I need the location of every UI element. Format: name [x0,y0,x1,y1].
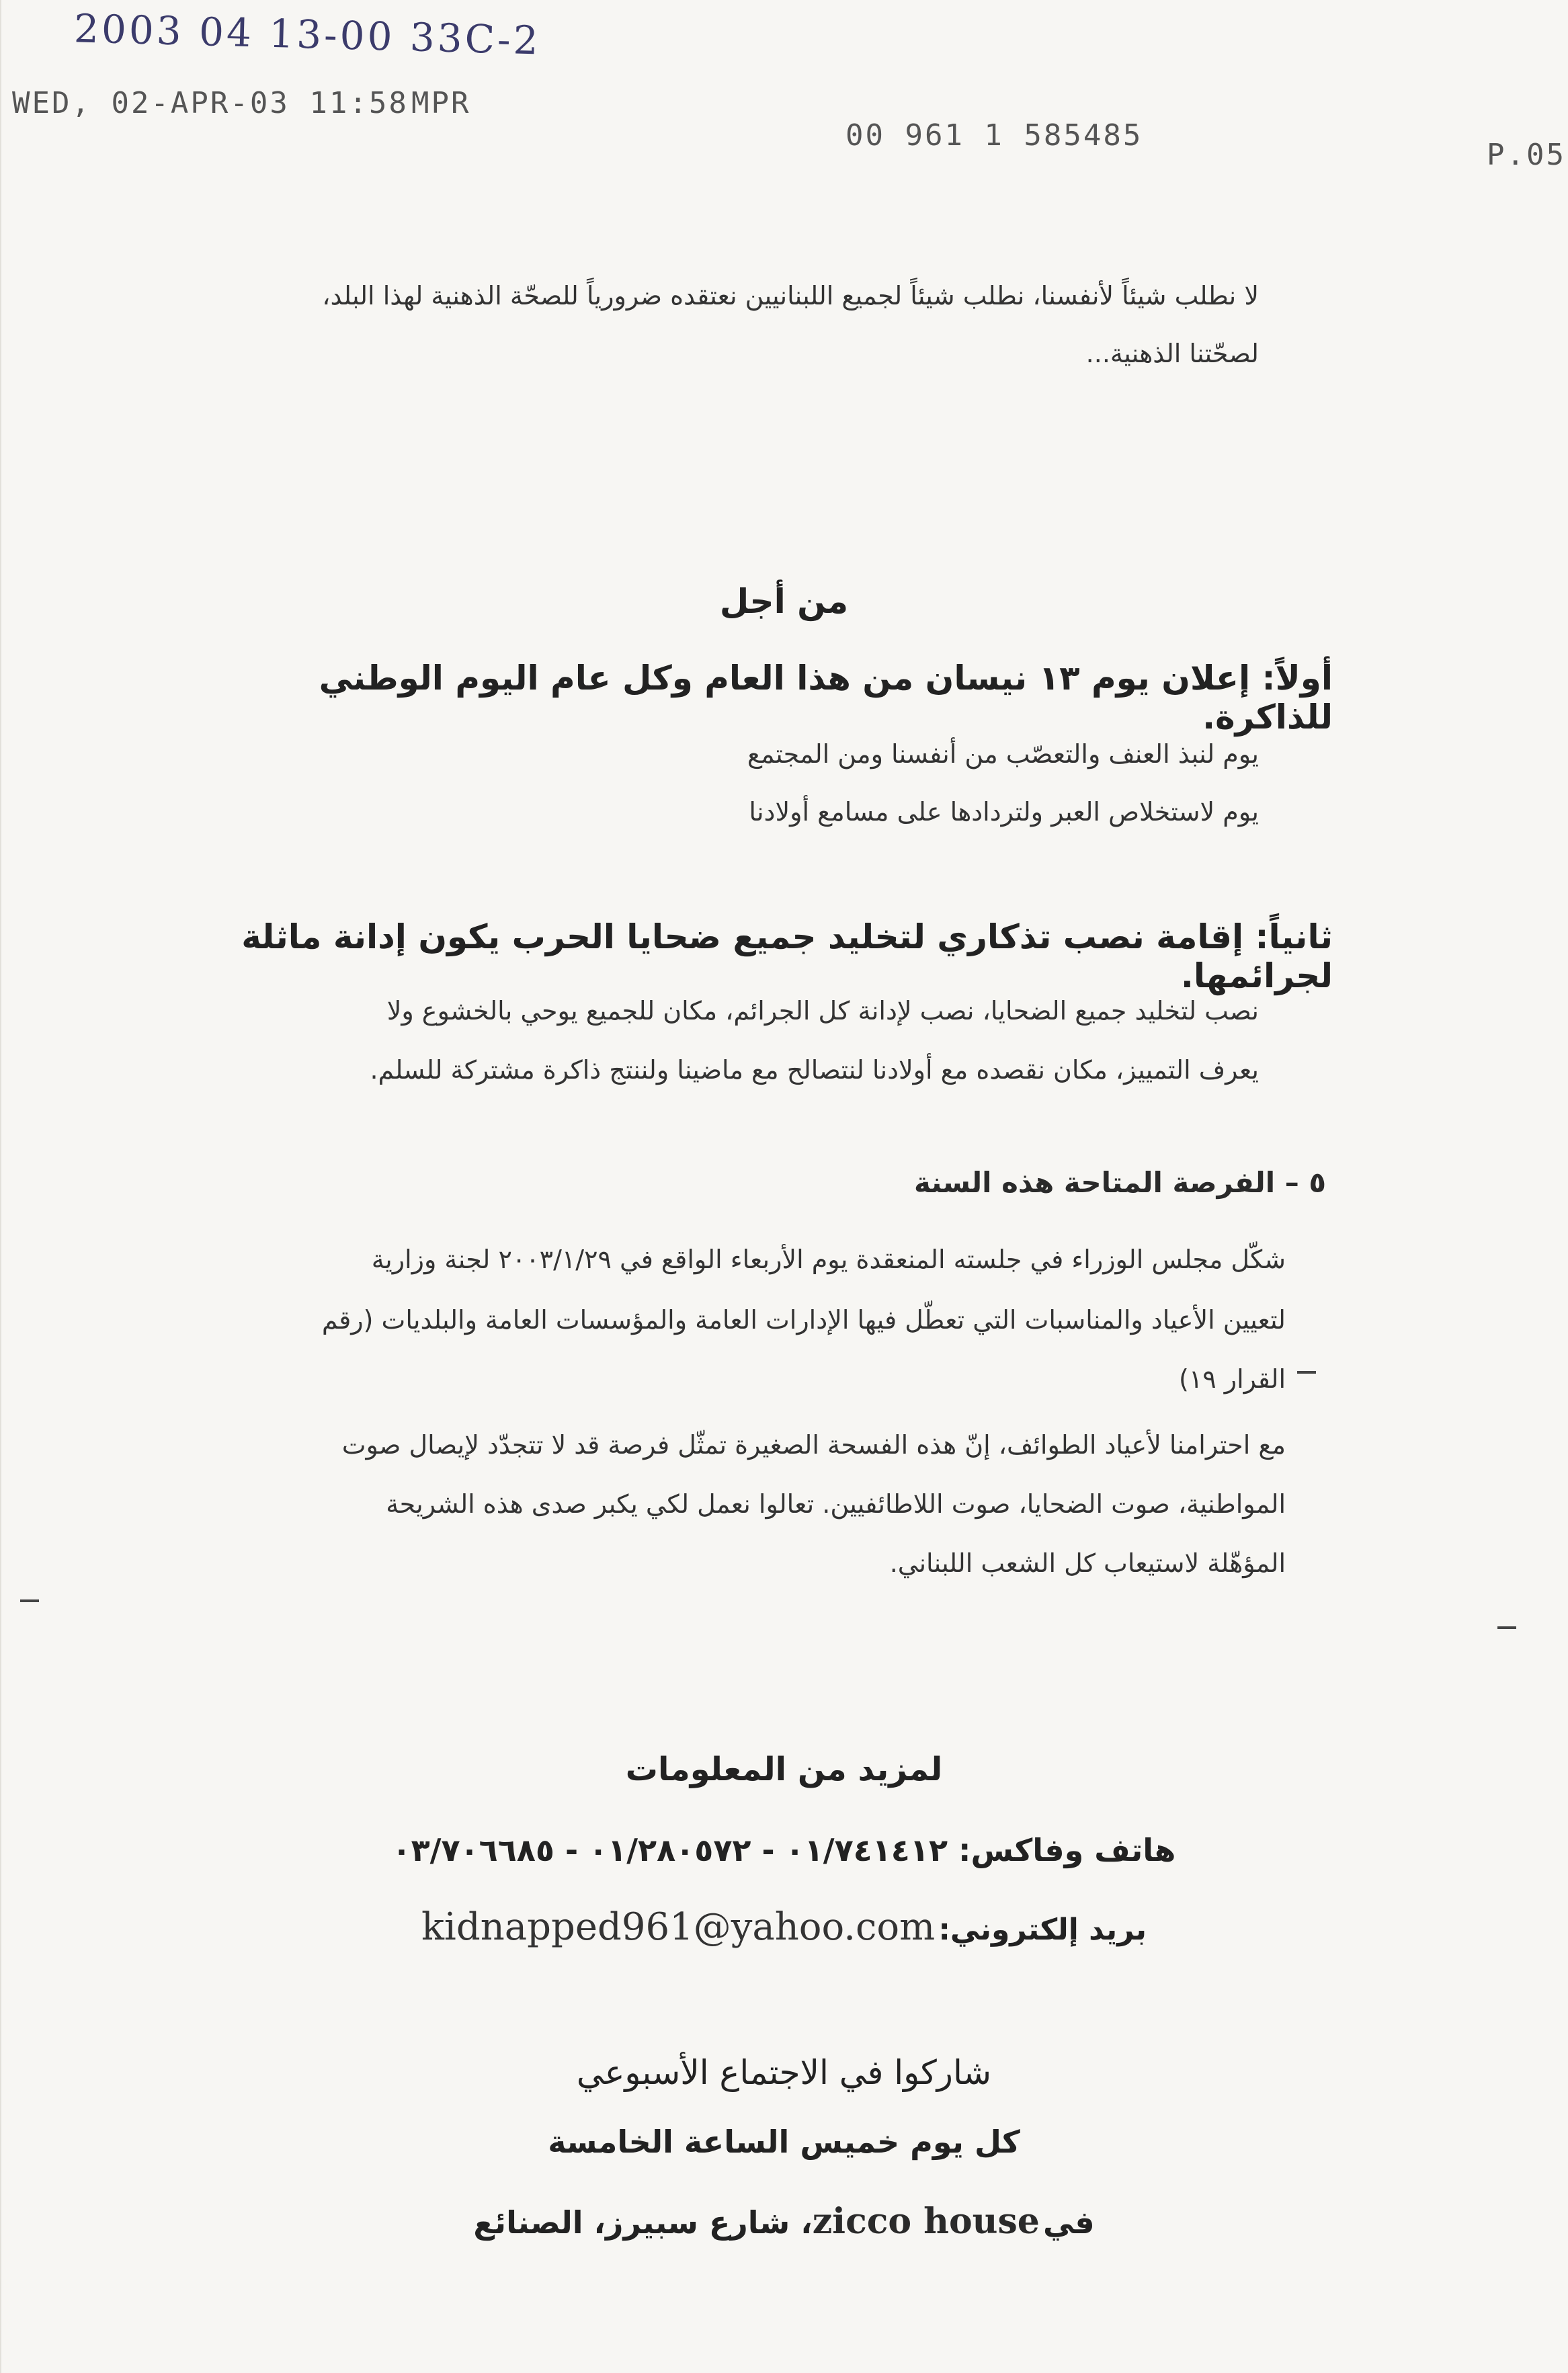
opportunity-para2-line3: المؤهّلة لاستيعاب كل الشعب اللبناني. [889,1548,1286,1578]
meeting-where-prefix: في [1042,2204,1095,2241]
section-title-for: من أجل [719,582,849,621]
fax-number: 00 961 1 585485 [845,118,1143,153]
opportunity-para2-line1: مع احترامنا لأعياد الطوائف، إنّ هذه الفسحة الصغيرة تمثّل فرصة قد لا تتجدّد لإيصال صوت [341,1430,1286,1460]
intro-line-1: لا نطلب شيئاً لأنفسنا، نطلب شيئاً لجميع اللبنانيين نعتقده ضرورياً للصحّة الذهنية لهذا البلد، [322,281,1259,310]
second-demand-line-1: نصب لتخليد جميع الضحايا، نصب لإدانة كل الجرائم، مكان للجميع يوحي بالخشوع ولا [386,996,1259,1026]
opportunity-para2-line2: المواطنية، صوت الضحايا، صوت اللاطائفيين. تعالوا نعمل لكي يكبر صدى هذه الشريحة [386,1489,1286,1519]
contact-email-row [0,1905,1568,1949]
opportunity-para1-line3: القرار ١٩) [1179,1364,1286,1394]
contact-phone: هاتف وفاكس: ٠١/٧٤١٤١٢ - ٠١/٢٨٠٥٧٢ - ٠٣/٧٠٦٦٨٥ [392,1832,1176,1868]
meeting-when: كل يوم خميس الساعة الخامسة [548,2124,1020,2160]
opportunity-heading: ٥ – الفرصة المتاحة هذه السنة [913,1166,1326,1199]
first-demand-line-1: يوم لنبذ العنف والتعصّب من أنفسنا ومن المجتمع [747,739,1259,769]
second-demand-line-2: يعرف التمييز، مكان نقصده مع أولادنا لنتصالح مع ماضينا ولننتج ذاكرة مشتركة للسلم. [370,1055,1259,1085]
fax-sender: MPR [411,86,471,120]
scan-mark [20,1599,39,1602]
intro-line-2: لصحّتنا الذهنية... [1085,339,1259,368]
meeting-where-row [0,2201,1568,2242]
meeting-venue: zicco house [812,2201,1040,2242]
contact-email-label: بريد إلكتروني: [938,1913,1147,1947]
meeting-title: شاركوا في الاجتماع الأسبوعي [576,2053,992,2092]
first-demand-line-2: يوم لاستخلاص العبر ولتردادها على مسامع أولادنا [749,797,1259,827]
handwritten-reference: 2003 04 13-00 33C-2 [73,5,542,64]
contact-email[interactable]: kidnapped961@yahoo.com [421,1905,936,1949]
scan-mark [1297,1371,1316,1374]
first-demand-heading: أولاً: إعلان يوم ١٣ نيسان من هذا العام وكل عام اليوم الوطني للذاكرة. [319,659,1333,737]
scan-mark [1497,1626,1516,1629]
second-demand-heading: ثانياً: إقامة نصب تذكاري لتخليد جميع ضحايا الحرب يكون إدانة ماثلة لجرائمها. [241,917,1333,995]
meeting-where-rest: ، شارع سبيرز، الصنائع [473,2204,813,2241]
page-number: P.05 [1487,138,1566,172]
opportunity-para1-line2: لتعيين الأعياد والمناسبات التي تعطّل فيها الإدارات العامة والمؤسسات العامة والبلديات (رقم [321,1305,1286,1335]
opportunity-para1-line1: شكّل مجلس الوزراء في جلسته المنعقدة يوم الأربعاء الواقع في ٢٠٠٣/١/٢٩ لجنة وزارية [371,1245,1286,1274]
fax-date: WED, 02-APR-03 11:58 [12,86,409,120]
contact-title: لمزيد من المعلومات [625,1751,943,1788]
